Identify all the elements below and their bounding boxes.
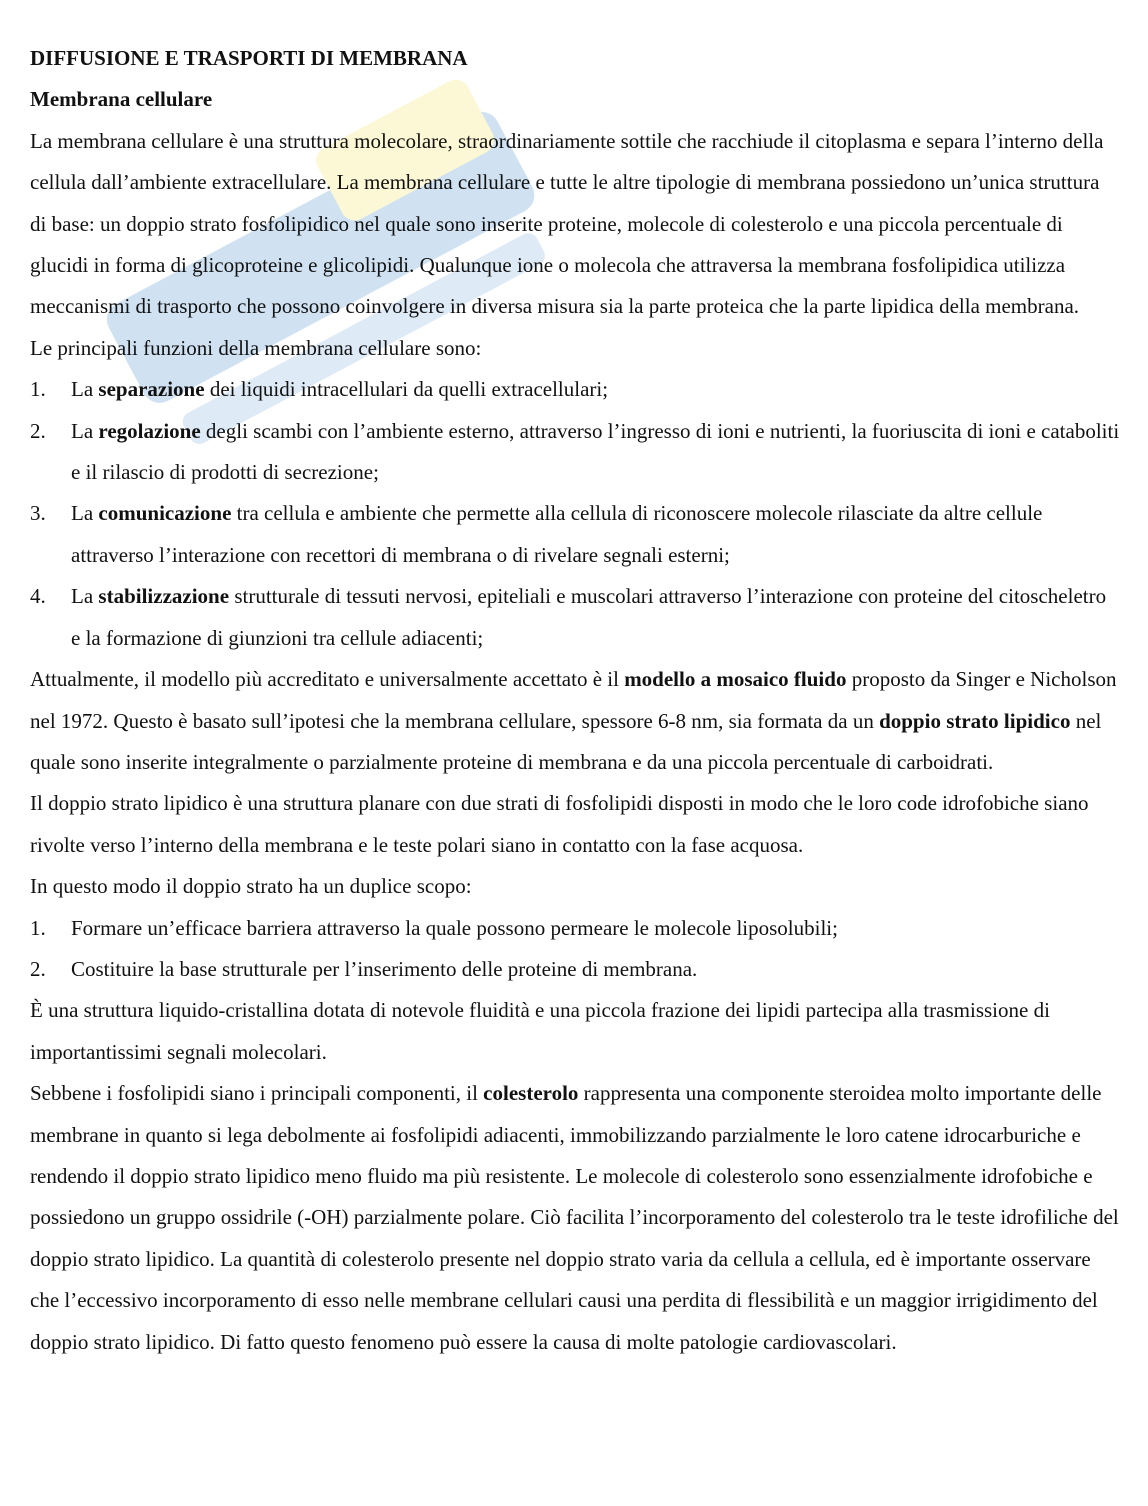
list-item [30,369,1120,410]
list-text: La [71,418,99,443]
paragraph-keyword: doppio strato lipidico [879,708,1071,733]
list-item [30,908,1120,949]
paragraph-text: Sebbene i fosfolipidi siano i principali componenti, il [30,1081,484,1106]
list-number: 1. [30,377,46,402]
paragraph-text: rappresenta una componente steroidea molto importante delle membrane in quanto si lega debolmente ai fosfolipidi adiacenti, immobilizzando parzialmente le loro catene idrocarburiche e rendendo il doppio strato lipidico meno fluido ma più resistente. Le molecole di colesterolo sono essenzialmente idrofobiche e possiedono un gruppo ossidrile (-OH) parzialmente polare. Ciò facilita l’incorporamento del colesterolo tra le teste idrofiliche del doppio strato lipidico. La quantità di colesterolo presente nel doppio strato varia da cellula a cellula, ed è importante osservare che l’eccessivo incorporamento di esso nelle membrane cellulari causi una perdita di flessibilità e un maggior irrigidimento del doppio strato lipidico. Di fatto questo fenomeno può essere la causa di molte patologie cardiovascolari. [30,1081,1119,1354]
list-text: Costituire la base strutturale per l’inserimento delle proteine di membrana. [71,956,698,981]
paragraph-liquid-crystal: È una struttura liquido-cristallina dotata di notevole fluidità e una piccola frazione dei lipidi partecipa alla trasmissione di importantissimi segnali molecolari. [30,998,1050,1064]
list-item [30,493,1120,576]
list-text: Formare un’efficace barriera attraverso la quale possono permeare le molecole liposolubili; [71,915,838,940]
list-text: degli scambi con l’ambiente esterno, attraverso l’ingresso di ioni e nutrienti, la fuoriuscita di ioni e cataboliti e il rilascio di prodotti di secrezione; [71,418,1120,485]
list-text: dei liquidi intracellulari da quelli extracellulari; [204,377,609,402]
paragraph-text: nel quale sono inserite integralmente o parzialmente proteine di membrana e da una piccola percentuale di carboidrati. [30,708,1102,774]
list-number: 2. [30,956,46,981]
list-keyword: separazione [98,377,205,402]
paragraph-purpose-intro: In questo modo il doppio strato ha un duplice scopo: [30,874,472,899]
list-number: 4. [30,584,46,609]
functions-list [30,369,1120,659]
list-text: La [71,584,99,609]
paragraph-text: Attualmente, il modello più accreditato e universalmente accettato è il [30,667,625,692]
paragraph-keyword: colesterolo [483,1081,579,1106]
paragraph-intro: La membrana cellulare è una struttura molecolare, straordinariamente sottile che racchiude il citoplasma e separa l’interno della cellula dall’ambiente extracellulare. La membrana cellulare e tutte le altre tipologie di membrana possiedono un’unica struttura di base: un doppio strato fosfolipidico nel quale sono inserite proteine, molecole di colesterolo e una piccola percentuale di glucidi in forma di glicoproteine e glicolipidi. Qualunque ione o molecola che attraversa la membrana fosfolipidica utilizza meccanismi di trasporto che possono coinvolgere in diversa misura sia la parte proteica che la parte lipidica della membrana. [30,128,1104,319]
list-number: 1. [30,915,46,940]
paragraph-keyword: modello a mosaico fluido [624,667,847,692]
list-number: 3. [30,501,46,526]
document-body [30,38,1120,1363]
list-item [30,576,1120,659]
paragraph-bilayer: Il doppio strato lipidico è una struttura planare con due strati di fosfolipidi disposti in modo che le loro code idrofobiche siano rivolte verso l’interno della membrana e le teste polari siano in contatto con la fase acquosa. [30,791,1089,857]
section-heading: Membrana cellulare [30,87,213,112]
list-number: 2. [30,418,46,443]
list-item [30,411,1120,494]
paragraph-cholesterol [30,1073,1120,1363]
paragraph-functions-intro: Le principali funzioni della membrana cellulare sono: [30,335,482,360]
list-text: tra cellula e ambiente che permette alla cellula di riconoscere molecole rilasciate da altre cellule attraverso l’interazione con recettori di membrana o di rivelare segnali esterni; [71,501,1043,567]
list-text: strutturale di tessuti nervosi, epiteliali e muscolari attraverso l’interazione con proteine del citoscheletro e la formazione di giunzioni tra cellule adiacenti; [71,584,1107,650]
list-text: La [71,377,99,402]
document-title: DIFFUSIONE E TRASPORTI DI MEMBRANA [30,46,468,70]
purposes-list [30,908,1120,991]
list-item [30,949,1120,990]
list-keyword: regolazione [98,418,201,443]
list-text: La [71,501,99,526]
paragraph-text: proposto da Singer e Nicholson nel 1972. Questo è basato sull’ipotesi che la membrana cellulare, spessore 6-8 nm, sia formata da un [30,667,1117,733]
list-keyword: stabilizzazione [98,584,230,609]
paragraph-fluid-mosaic [30,659,1120,783]
list-keyword: comunicazione [98,501,232,526]
